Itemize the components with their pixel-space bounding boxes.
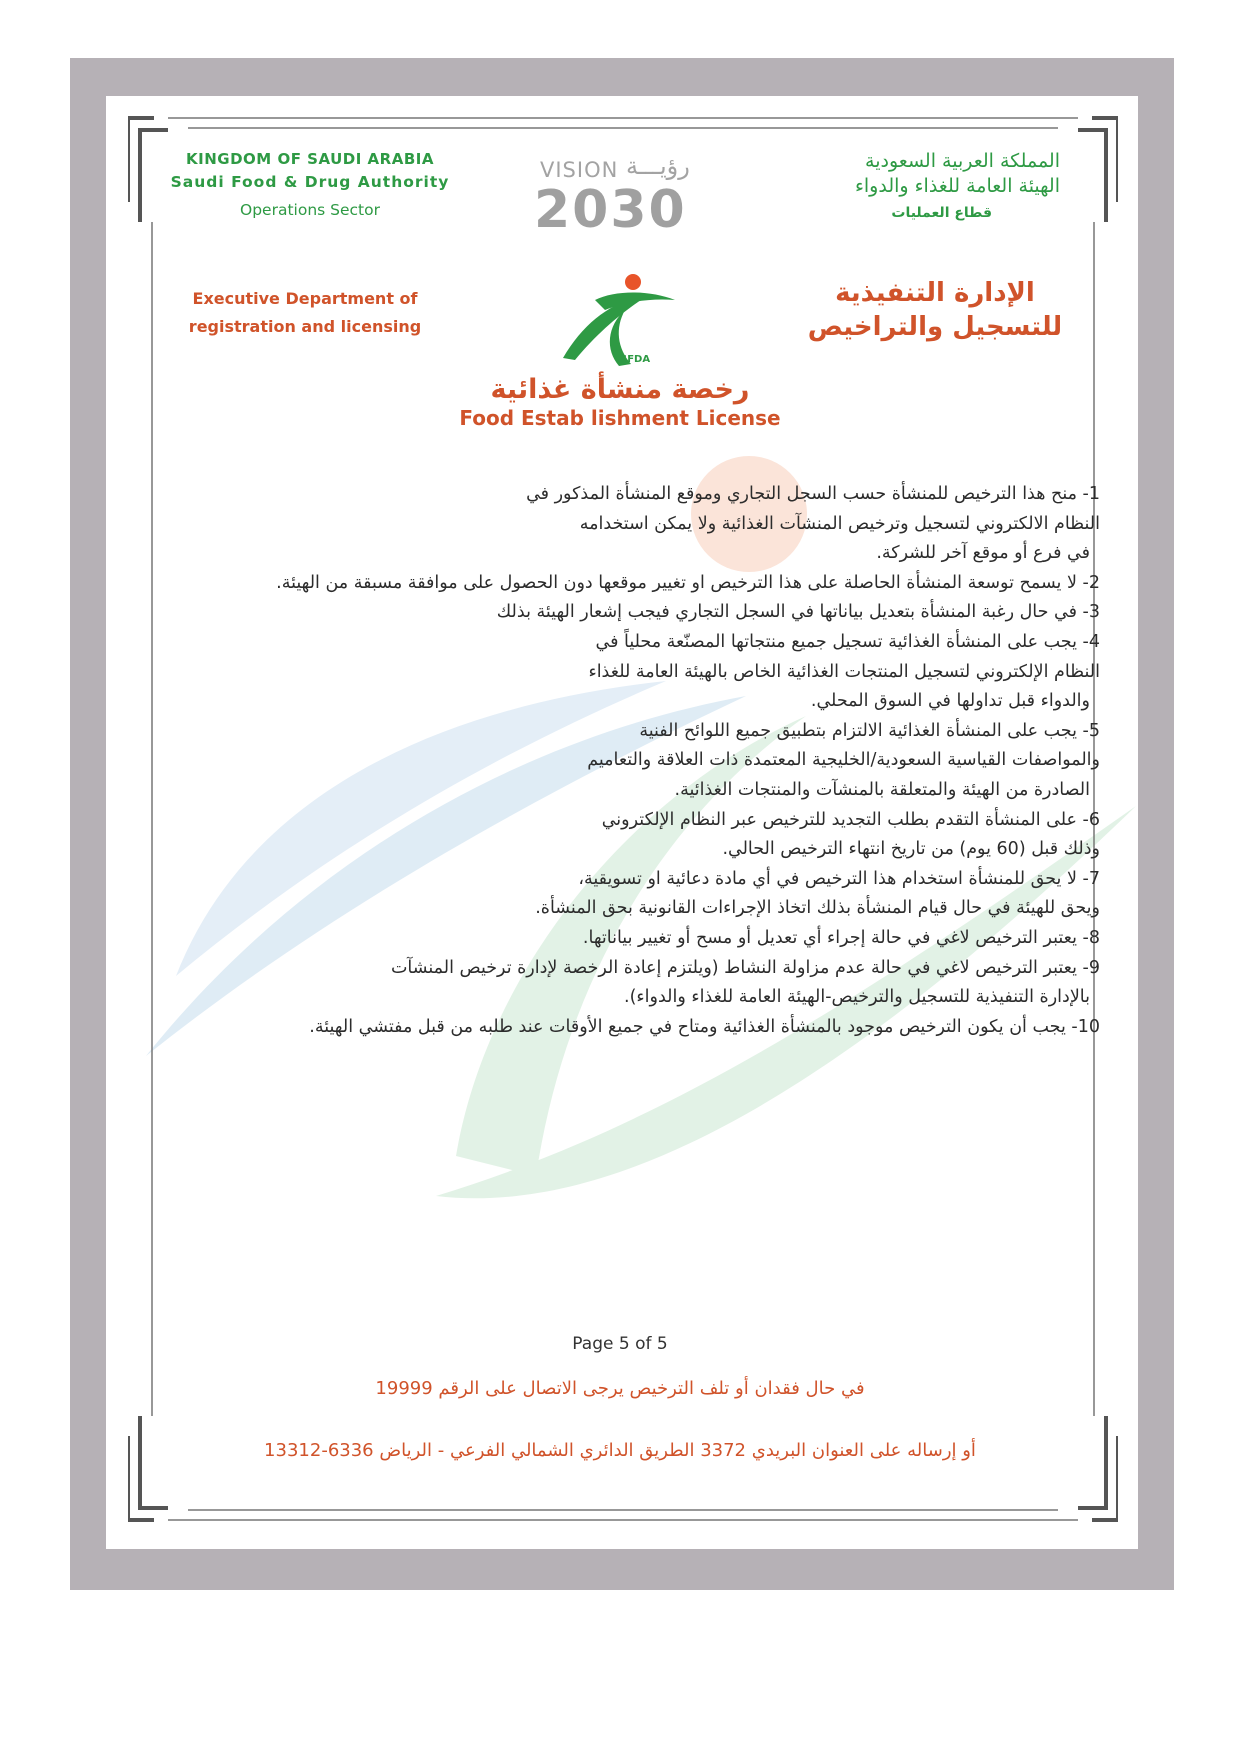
kingdom-name-ar: المملكة العربية السعودية	[865, 150, 1060, 172]
term-line: 9- يعتبر الترخيص لاغي في حالة عدم مزاولة النشاط (ويلتزم إعادة الرخصة لإدارة ترخيص المنشآت	[390, 957, 1100, 978]
page-number: Page 5 of 5	[572, 1334, 668, 1354]
term-line: في فرع أو موقع آخر للشركة.	[876, 543, 1090, 564]
license-title-en: Food Estab lishment License	[459, 406, 781, 430]
term-line: 6- على المنشأة التقدم بطلب التجديد للترخيص عبر النظام الإلكتروني	[601, 809, 1100, 830]
header-ar	[770, 150, 1060, 221]
vision-year: 2030	[534, 180, 687, 240]
vision-label-ar: رؤيـــة	[626, 152, 690, 180]
license-title-ar: رخصة منشأة غذائية	[490, 374, 750, 405]
department-ar-line1: الإدارة التنفيذية	[835, 278, 1035, 308]
sector-name-ar: قطاع العمليات	[891, 205, 992, 221]
footer-address-note: أو إرساله على العنوان البريدي 3372 الطريق الدائري الشمالي الفرعي - الرياض 6336-13312	[264, 1440, 976, 1461]
department-en	[180, 285, 430, 341]
term-line: النظام الإلكتروني لتسجيل المنتجات الغذائية الخاص بالهيئة العامة للغذاء	[588, 661, 1100, 682]
authority-name-en: Saudi Food & Drug Authority	[170, 173, 450, 191]
vision-2030-logo	[530, 150, 710, 240]
term-line: بالإدارة التنفيذية للتسجيل والترخيص-الهيئة العامة للغذاء والدواء).	[624, 987, 1090, 1008]
term-line: 7- لا يحق للمنشأة استخدام هذا الترخيص في أي مادة دعائية او تسويقية،	[578, 868, 1100, 889]
term-line: 1- منح هذا الترخيص للمنشأة حسب السجل التجاري وموقع المنشأة المذكور في	[526, 484, 1100, 504]
vision-label-en: VISION	[540, 158, 619, 182]
term-line: والمواصفات القياسية السعودية/الخليجية المعتمدة ذات العلاقة والتعاميم	[587, 750, 1100, 771]
department-en-line1: Executive Department of	[192, 289, 418, 308]
term-line: الصادرة من الهيئة والمتعلقة بالمنشآت والمنتجات الغذائية.	[674, 779, 1090, 800]
department-ar	[800, 276, 1070, 344]
term-line: وذلك قبل (60 يوم) من تاريخ انتهاء الترخيص الحالي.	[722, 839, 1100, 860]
authority-name-ar: الهيئة العامة للغذاء والدواء	[854, 175, 1060, 197]
footer-contact-note: في حال فقدان أو تلف الترخيص يرجى الاتصال على الرقم 19999	[375, 1378, 865, 1399]
sfda-logo-label: SFDA	[620, 354, 651, 365]
term-line: والدواء قبل تداولها في السوق المحلي.	[810, 691, 1090, 712]
kingdom-name-en: KINGDOM OF SAUDI ARABIA	[186, 150, 434, 168]
term-line: 4- يجب على المنشأة الغذائية تسجيل جميع منتجاتها المصنّعة محلياً في	[595, 631, 1100, 652]
term-line: ويحق للهيئة في حال قيام المنشأة بذلك اتخاذ الإجراءات القانونية بحق المنشأة.	[535, 898, 1100, 919]
department-en-line2: registration and licensing	[188, 317, 422, 336]
term-line: 2- لا يسمح توسعة المنشأة الحاصلة على هذا الترخيص او تغيير موقعها دون الحصول على موافقة مسبقة من الهيئة.	[276, 572, 1100, 593]
term-line: 8- يعتبر الترخيص لاغي في حالة إجراء أي تعديل أو مسح أو تغيير بياناتها.	[582, 927, 1100, 948]
term-line: 3- في حال رغبة المنشأة بتعديل بياناتها في السجل التجاري فيجب إشعار الهيئة بذلك	[496, 602, 1100, 623]
license-terms	[180, 480, 1100, 1042]
term-line: النظام الالكتروني لتسجيل وترخيص المنشآت الغذائية ولا يمكن استخدامه	[579, 513, 1100, 534]
term-line: 10- يجب أن يكون الترخيص موجود بالمنشأة الغذائية ومتاح في جميع الأوقات عند طلبه من قبل مفتشي الهيئة.	[309, 1016, 1100, 1037]
department-ar-line2: للتسجيل والتراخيص	[807, 312, 1063, 342]
header-en	[170, 150, 450, 219]
term-line: 5- يجب على المنشأة الغذائية الالتزام بتطبيق جميع اللوائح الفنية	[639, 720, 1100, 741]
sector-name-en: Operations Sector	[240, 201, 380, 219]
